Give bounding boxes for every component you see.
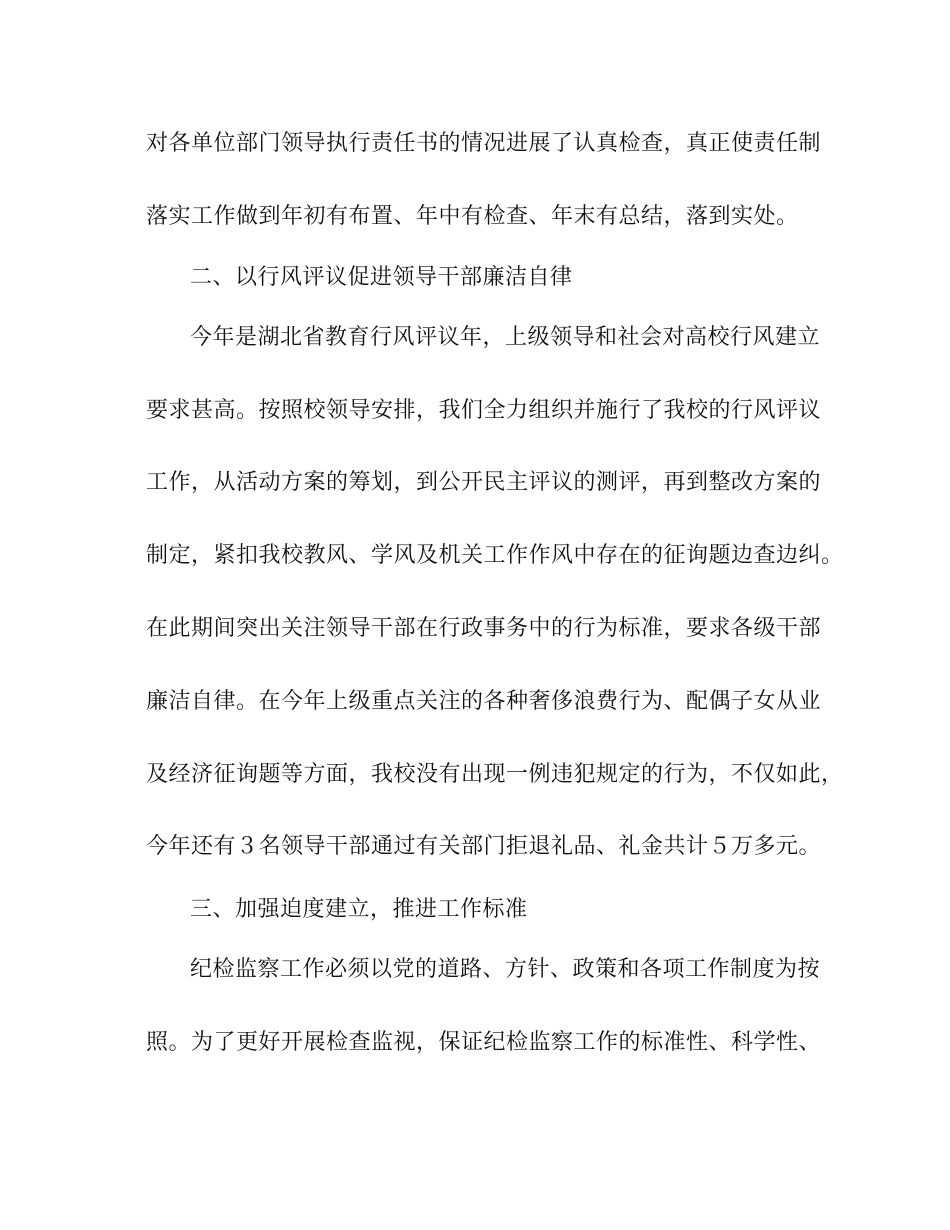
section-heading: 三、加强迫度建立，推进工作标准 (190, 897, 528, 922)
body-text-line: 对各单位部门领导执行责任书的情况进展了认真检查，真正使责任制 (146, 131, 822, 156)
body-text-line: 廉洁自律。在今年上级重点关注的各种奢侈浪费行为、配偶子女从业 (146, 689, 822, 714)
body-text-line: 照。为了更好开展检查监视，保证纪检监察工作的标准性、科学性、 (146, 1030, 822, 1055)
body-text-line: 纪检监察工作必须以党的道路、方针、政策和各项工作制度为按 (190, 957, 821, 982)
body-text-line: 制定，紧扣我校教风、学风及机关工作作风中存在的征询题边查边纠。 (146, 543, 844, 568)
body-text-line: 今年是湖北省教育行风评议年，上级领导和社会对高校行风建立 (190, 325, 821, 350)
body-text-line: 要求甚高。按照校领导安排，我们全力组织并施行了我校的行风评议 (146, 398, 822, 423)
body-text-line: 落实工作做到年初有布置、年中有检查、年末有总结，落到实处。 (146, 204, 799, 229)
body-text-line: 及经济征询题等方面，我校没有出现一例违犯规定的行为，不仅如此， (146, 762, 844, 787)
body-text-line: 在此期间突出关注领导干部在行政事务中的行为标准，要求各级干部 (146, 616, 822, 641)
section-heading: 二、以行风评议促进领导干部廉洁自律 (190, 265, 573, 290)
body-text-line: 今年还有３名领导干部通过有关部门拒退礼品、礼金共计５万多元。 (146, 834, 822, 859)
body-text-line: 工作，从活动方案的筹划，到公开民主评议的测评，再到整改方案的 (146, 470, 822, 495)
